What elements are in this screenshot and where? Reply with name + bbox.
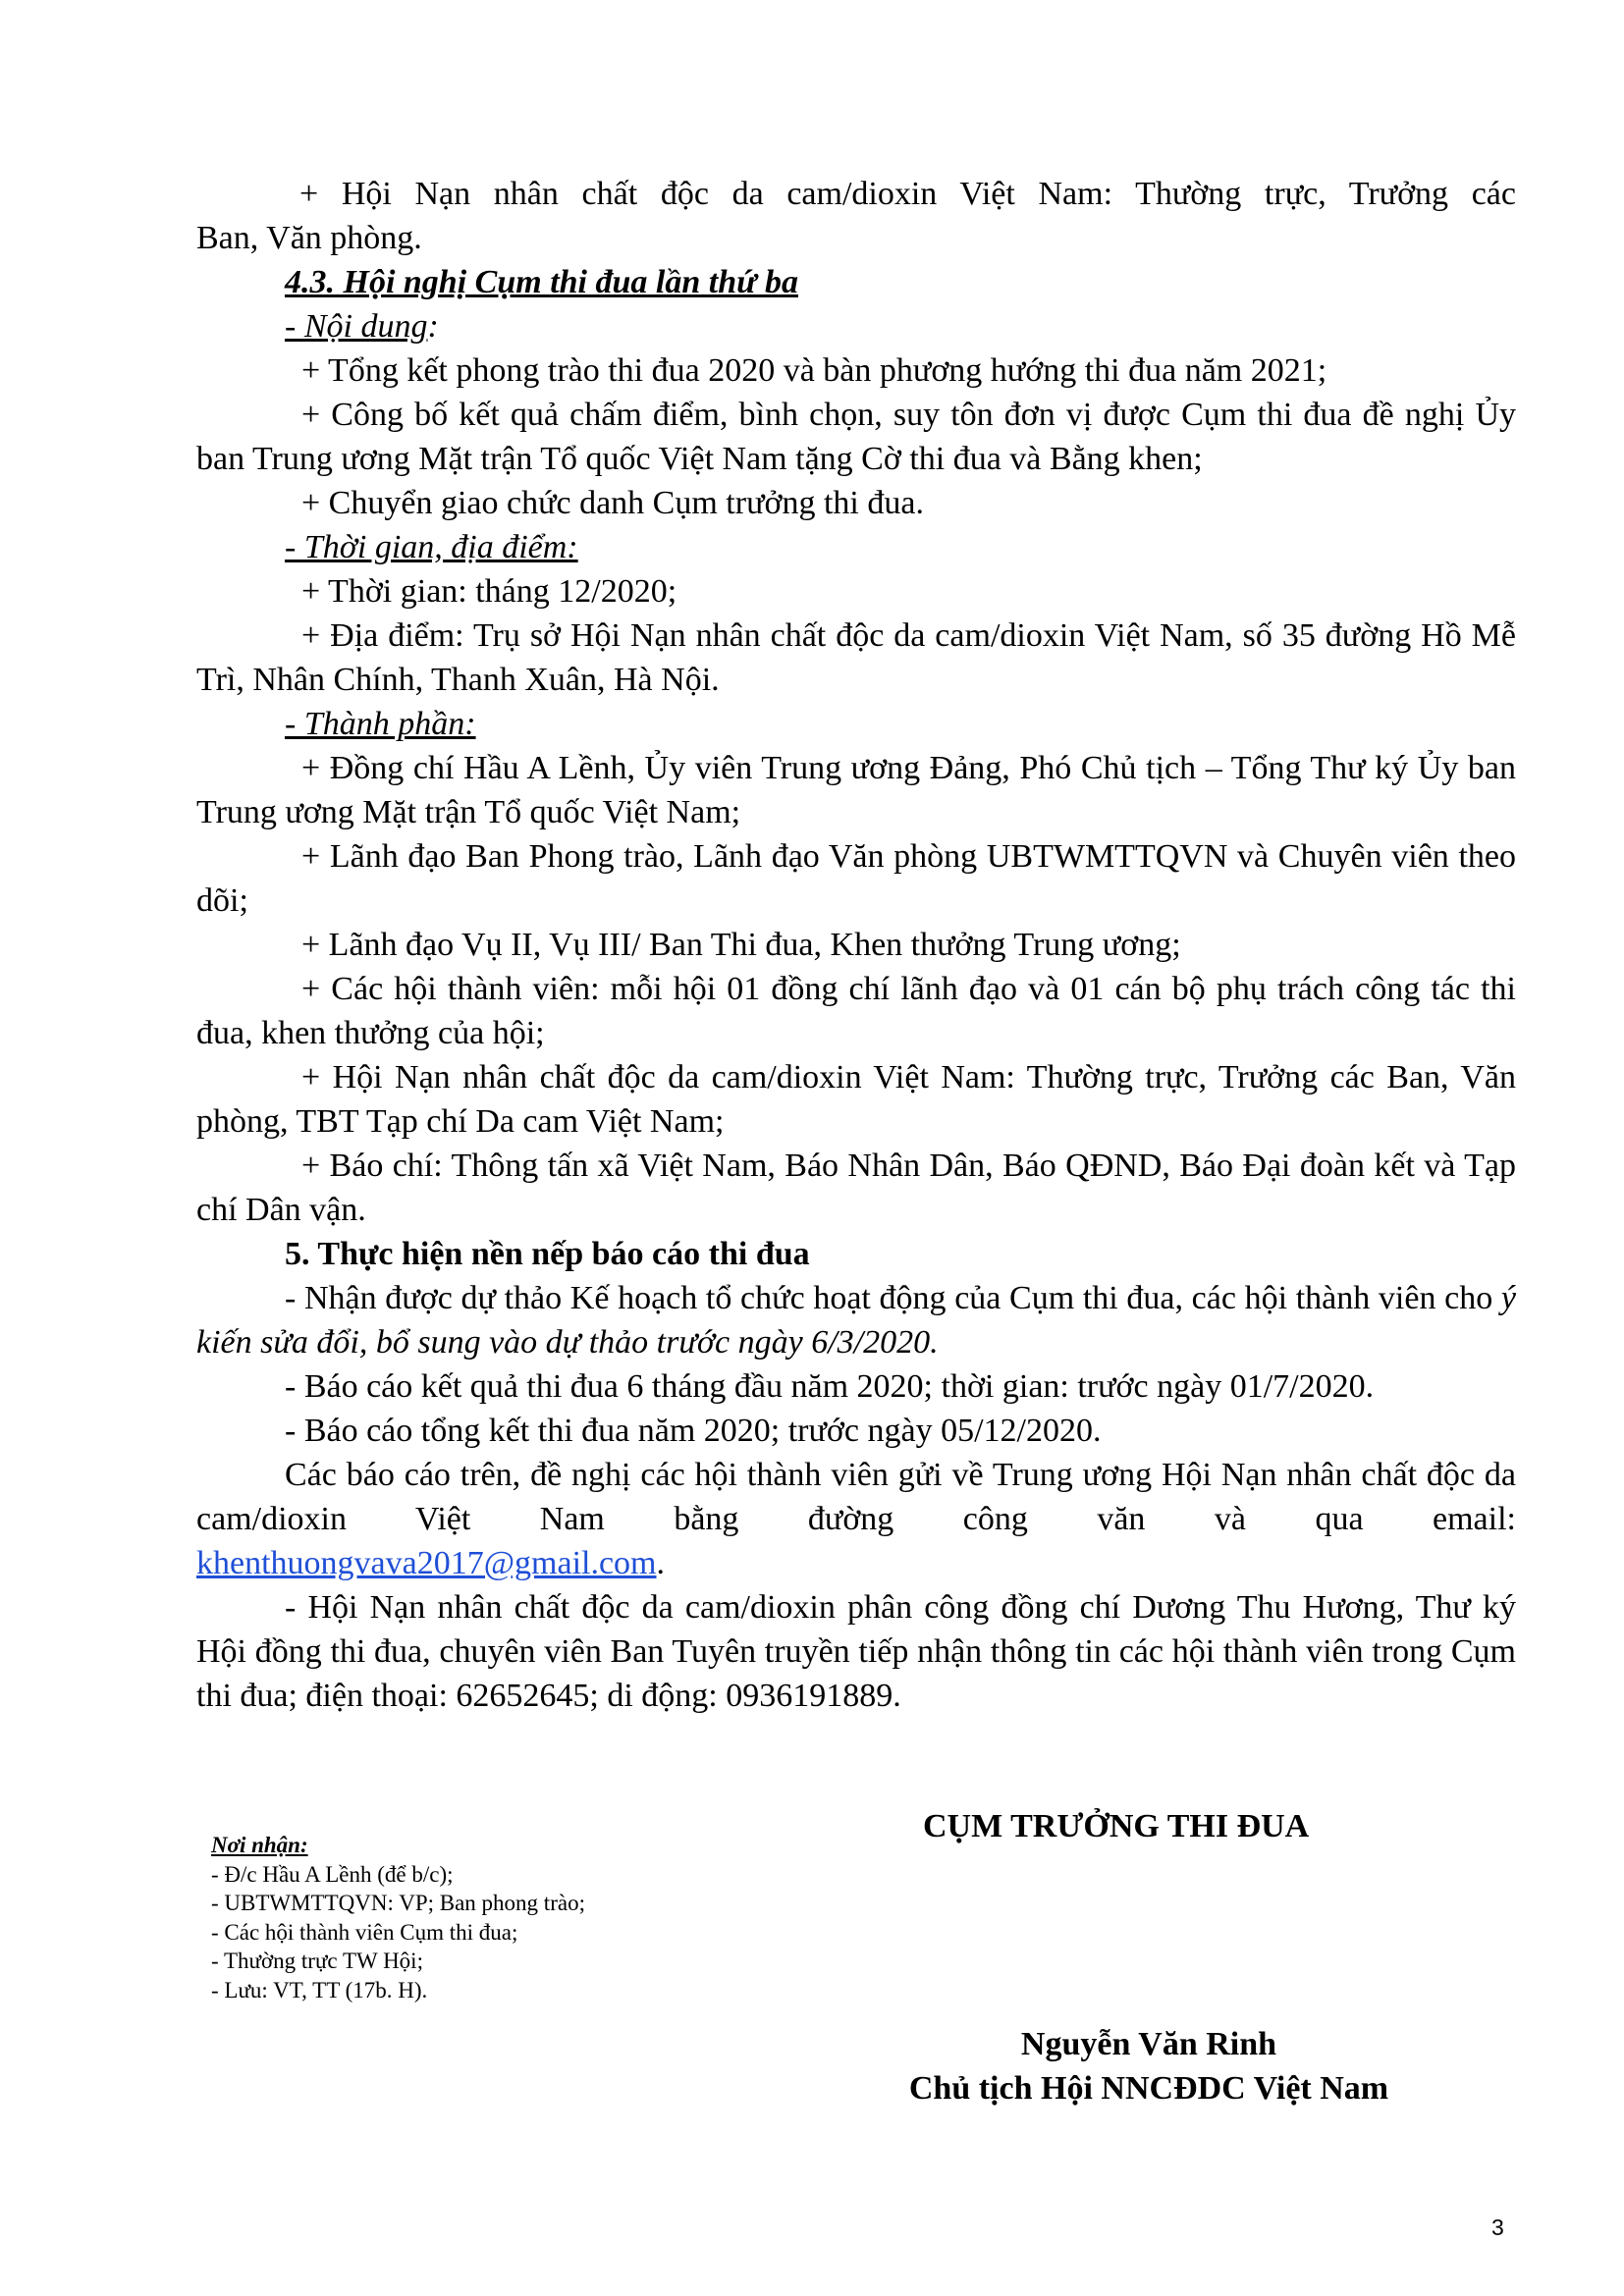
document-body <box>196 172 1516 1718</box>
signer-position: Chủ tịch Hội NNCĐDC Việt Nam <box>908 2070 1389 2107</box>
paragraph: + Các hội thành viên: mỗi hội 01 đồng chí lãnh đạo và 01 cán bộ phụ trách công tác thi đua, khen thưởng của hội; <box>196 971 1516 1051</box>
paragraph: + Hội Nạn nhân chất độc da cam/dioxin Việt Nam: Thường trực, Trưởng các <box>299 176 1516 212</box>
paragraph: + Hội Nạn nhân chất độc da cam/dioxin Việt Nam: Thường trực, Trưởng các Ban, Văn phòng, TBT Tạp chí Da cam Việt Nam; <box>196 1059 1516 1140</box>
paragraph: + Công bố kết quả chấm điểm, bình chọn, suy tôn đơn vị được Cụm thi đua đề nghị Ủy ban Trung ương Mặt trận Tổ quốc Việt Nam tặng Cờ thi đua và Bằng khen; <box>196 397 1516 477</box>
paragraph: + Lãnh đạo Ban Phong trào, Lãnh đạo Văn phòng UBTWMTTQVN và Chuyên viên theo dõi; <box>196 838 1516 919</box>
paragraph: Các báo cáo trên, đề nghị các hội thành viên gửi về Trung ương Hội Nạn nhân chất độc da cam/dioxin Việt Nam bằng đường công văn và qua email: <box>196 1457 1516 1537</box>
paragraph: - Báo cáo kết quả thi đua 6 tháng đầu năm 2020; thời gian: trước ngày 01/7/2020. <box>285 1368 1375 1405</box>
recipient-item: - Lưu: VT, TT (17b. H). <box>211 1977 428 2002</box>
section-4-3-title: 4.3. Hội nghị Cụm thi đua lần thứ ba <box>285 264 798 300</box>
paragraph: + Lãnh đạo Vụ II, Vụ III/ Ban Thi đua, Khen thưởng Trung ương; <box>301 927 1181 963</box>
section-heading <box>196 260 1516 304</box>
paragraph: khenthuongvava2017@gmail.com. <box>196 1545 665 1581</box>
signer-block <box>854 2022 1443 2110</box>
recipient-item: - UBTWMTTQVN: VP; Ban phong trào; <box>211 1891 585 1915</box>
recipient-item: - Thường trực TW Hội; <box>211 1949 423 1973</box>
paragraph: - Hội Nạn nhân chất độc da cam/dioxin phân công đồng chí Dương Thu Hương, Thư ký Hội đồng thi đua, chuyên viên Ban Tuyên truyền tiếp nhận thông tin các hội thành viên trong Cụm thi đua; điện thoại: 62652645; di động: 0936191889. <box>196 1589 1516 1714</box>
label-thanh-phan: - Thành phần: <box>285 706 476 742</box>
paragraph: Ban, Văn phòng. <box>196 220 422 256</box>
paragraph: + Thời gian: tháng 12/2020; <box>301 573 677 610</box>
page-number: 3 <box>1491 2215 1504 2240</box>
recipient-item: - Các hội thành viên Cụm thi đua; <box>211 1919 518 1945</box>
section-5-title: 5. Thực hiện nền nếp báo cáo thi đua <box>285 1236 810 1272</box>
paragraph: - Báo cáo tổng kết thi đua năm 2020; trước ngày 05/12/2020. <box>285 1413 1102 1449</box>
recipient-item: - Đ/c Hầu A Lềnh (để b/c); <box>211 1861 454 1887</box>
label-thoi-gian: - Thời gian, địa điểm: <box>285 529 578 565</box>
paragraph: - Nhận được dự thảo Kế hoạch tổ chức hoạt động của Cụm thi đua, các hội thành viên cho ý kiến sửa đổi, bổ sung vào dự thảo trước ngày 6/3/2020. <box>196 1280 1516 1361</box>
paragraph: + Tổng kết phong trào thi đua 2020 và bàn phương hướng thi đua năm 2021; <box>301 352 1327 389</box>
paragraph: + Đồng chí Hầu A Lềnh, Ủy viên Trung ương Đảng, Phó Chủ tịch – Tổng Thư ký Ủy ban Trung ương Mặt trận Tổ quốc Việt Nam; <box>196 750 1516 830</box>
signature-title: CỤM TRƯỞNG THI ĐUA <box>923 1808 1310 1844</box>
paragraph: + Chuyển giao chức danh Cụm trưởng thi đua. <box>301 485 924 521</box>
email-link[interactable]: khenthuongvava2017@gmail.com <box>196 1545 657 1581</box>
paragraph: + Địa điểm: Trụ sở Hội Nạn nhân chất độc da cam/dioxin Việt Nam, số 35 đường Hồ Mễ Trì, Nhân Chính, Thanh Xuân, Hà Nội. <box>196 617 1516 698</box>
signer-name: Nguyễn Văn Rinh <box>1020 2026 1277 2062</box>
recipients-block <box>211 1831 585 2004</box>
label-noi-dung: - Nội dung: <box>285 308 439 345</box>
paragraph: + Báo chí: Thông tấn xã Việt Nam, Báo Nhân Dân, Báo QĐND, Báo Đại đoàn kết và Tạp chí Dân vận. <box>196 1148 1516 1228</box>
recipients-title: Nơi nhận: <box>211 1833 308 1857</box>
